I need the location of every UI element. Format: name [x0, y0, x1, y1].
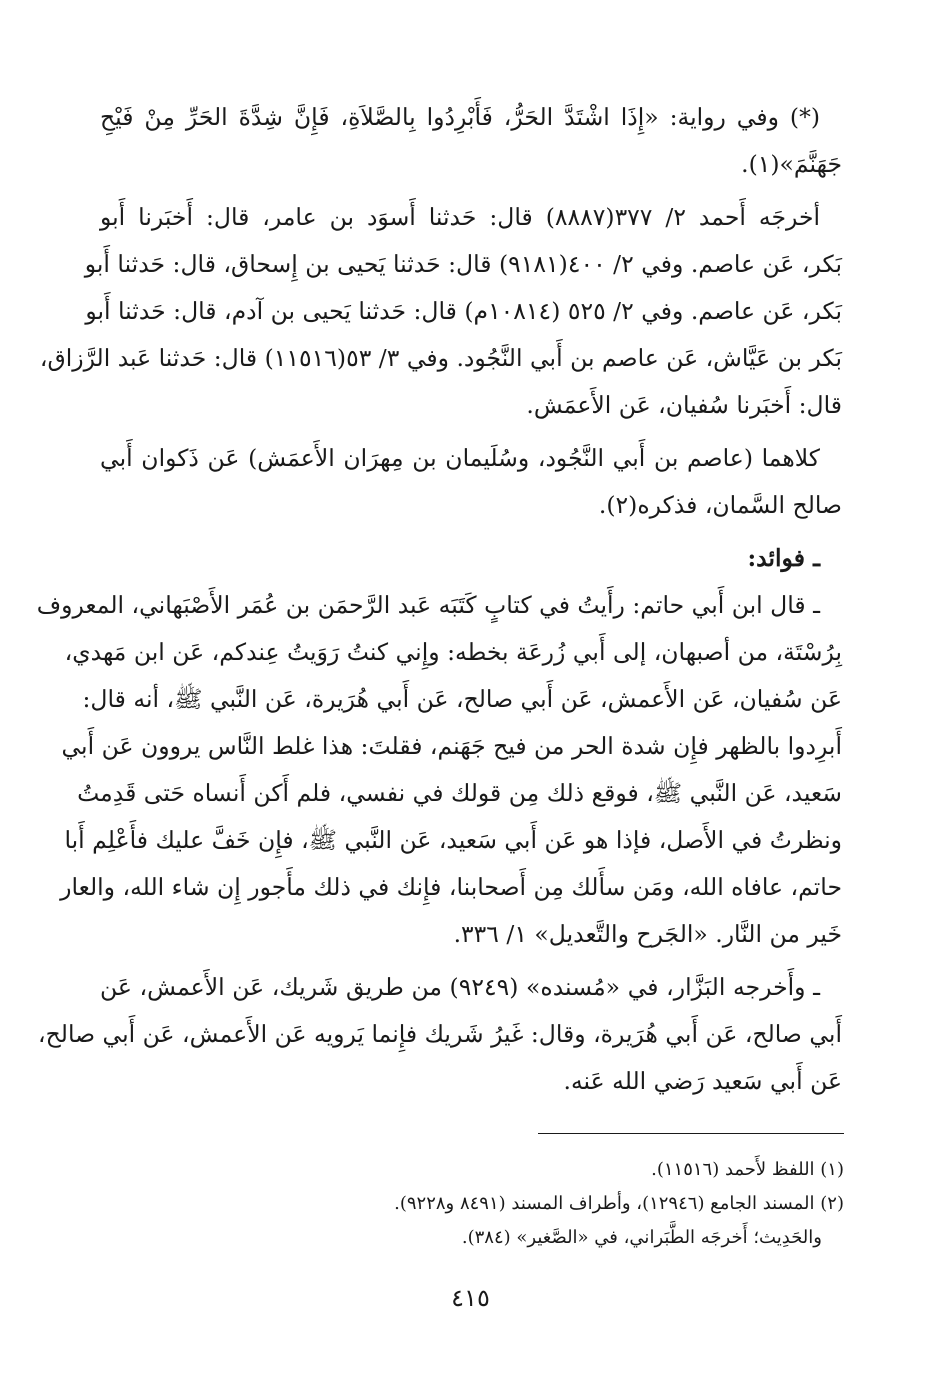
text-line: ونظرتُ في الأَصل، فإذا هو عَن أَبي سَعيد، عَن النَّبي ﷺ، فإِن خَفَّ عليك فأَعْلِم أَبا	[64, 826, 842, 854]
intro-paragraph	[100, 94, 842, 188]
text-line: بِرُسْتَة، من أصبهان، إلى أَبي زُرعَة بخطه: وإِني كنتُ رَوَيتُ عِندكم، عَن ابن مَهدي،	[64, 638, 842, 666]
fawaid-heading: ـ فوائد:	[747, 544, 820, 572]
text-line: كلاهما (عاصم بن أَبي النَّجُود، وسُلَيمان بن مِهرَان الأَعمَش) عَن ذَكوان أَبي	[100, 444, 820, 472]
text-line: حاتم، عافاه الله، ومَن سأَلك مِن أَصحابنا، فإِنك في ذلك مأَجور إِن شاء الله، والعار	[60, 873, 842, 901]
main-text	[36, 94, 842, 1105]
text-line: خَير من النَّار. «الجَرح والتَّعديل» ١/ ٣٣٦.	[453, 920, 842, 948]
page-number: ٤١٥	[451, 1284, 490, 1312]
text-line: قال: أَخبَرنا سُفيان، عَن الأَعمَش.	[526, 391, 842, 419]
footnote-1: (١) اللفظ لأَحمد (١١٥١٦).	[651, 1159, 844, 1180]
footnotes	[260, 1153, 844, 1255]
text-line: أخرجَه أَحمد ٢/ ٣٧٧(٨٨٨٧) قال: حَدثنا أَسوَد بن عامر، قال: أَخبَرنا أَبو	[100, 203, 821, 231]
text-line: بَكر بن عَيَّاش، عَن عاصم بن أَبي النَّجُود. وفي ٣/ ٥٣(١١٥١٦) قال: حَدثنا عَبد الرَّزاق،	[39, 344, 842, 372]
text-line: صالح السَّمان، فذكره(٢).	[598, 491, 842, 519]
text-line: سَعيد، عَن النَّبي ﷺ، فوقع ذلك مِن قولك في نفسي، فلم أَكن أَنساه حَتى قَدِمتُ	[77, 779, 842, 807]
text-line: ـ وأَخرجه البَزَّار، في «مُسنده» (٩٢٤٩) من طريق شَريك، عَن الأَعمش، عَن	[100, 973, 820, 1001]
text-line: عَن سُفيان، عَن الأَعمش، عَن أَبي صالح، عَن أَبي هُرَيرة، عَن النَّبي ﷺ، أنه قال:	[82, 685, 842, 713]
footnote-divider	[538, 1133, 844, 1134]
footnote-2-continuation: والحَدِيث؛ أَخرجَه الطَّبَراني، في «الصَّغير» (٣٨٤).	[461, 1227, 822, 1248]
text-line: بَكر، عَن عاصم. وفي ٢/ ٤٠٠(٩١٨١) قال: حَدثنا يَحيى بن إِسحاق، قال: حَدثنا أَبو	[84, 250, 842, 278]
text-line: أَبي صالح، عَن أَبي هُرَيرة، وقال: غَيرُ شَريك فإِنما يَرويه عَن الأَعمش، عَن أَبي صالح،	[38, 1020, 842, 1048]
ibn-abi-hatim-paragraph	[36, 582, 842, 958]
kilahuma-paragraph	[100, 435, 842, 529]
bazzar-paragraph	[38, 964, 842, 1105]
text-line: ـ قال ابن أَبي حاتم: رأَيتُ في كتابٍ كَتَبَه عَبد الرَّحمَن بن عُمَر الأَصْبَهاني، المعروف	[36, 591, 820, 619]
text-line: بَكر، عَن عاصم. وفي ٢/ ٥٢٥ (١٠٨١٤م) قال: حَدثنا يَحيى بن آدم، قال: حَدثنا أَبو	[85, 297, 842, 325]
text-line: جَهَنَّمَ»(١).	[741, 150, 842, 178]
takhrij-paragraph	[39, 194, 842, 429]
text-line: أَبرِدوا بالظهر فإِن شدة الحر من فيح جَهَنم، فقلتَ: هذا غلط النَّاس يروون عَن أَبي	[61, 732, 842, 760]
text-line: عَن أَبي سَعيد رَضي الله عَنه.	[563, 1067, 842, 1095]
text-line: (*) وفي رواية: «إِذَا اشْتَدَّ الحَرُّ، فَأَبْرِدُوا بِالصَّلاَةِ، فَإِنَّ شِدَّةَ الحَرِّ مِنْ فَيْحِ	[100, 103, 820, 131]
footnote-2: (٢) المسند الجامع (١٢٩٤٦)، وأطراف المسند (٨٤٩١ و٩٢٢٨).	[394, 1193, 844, 1214]
